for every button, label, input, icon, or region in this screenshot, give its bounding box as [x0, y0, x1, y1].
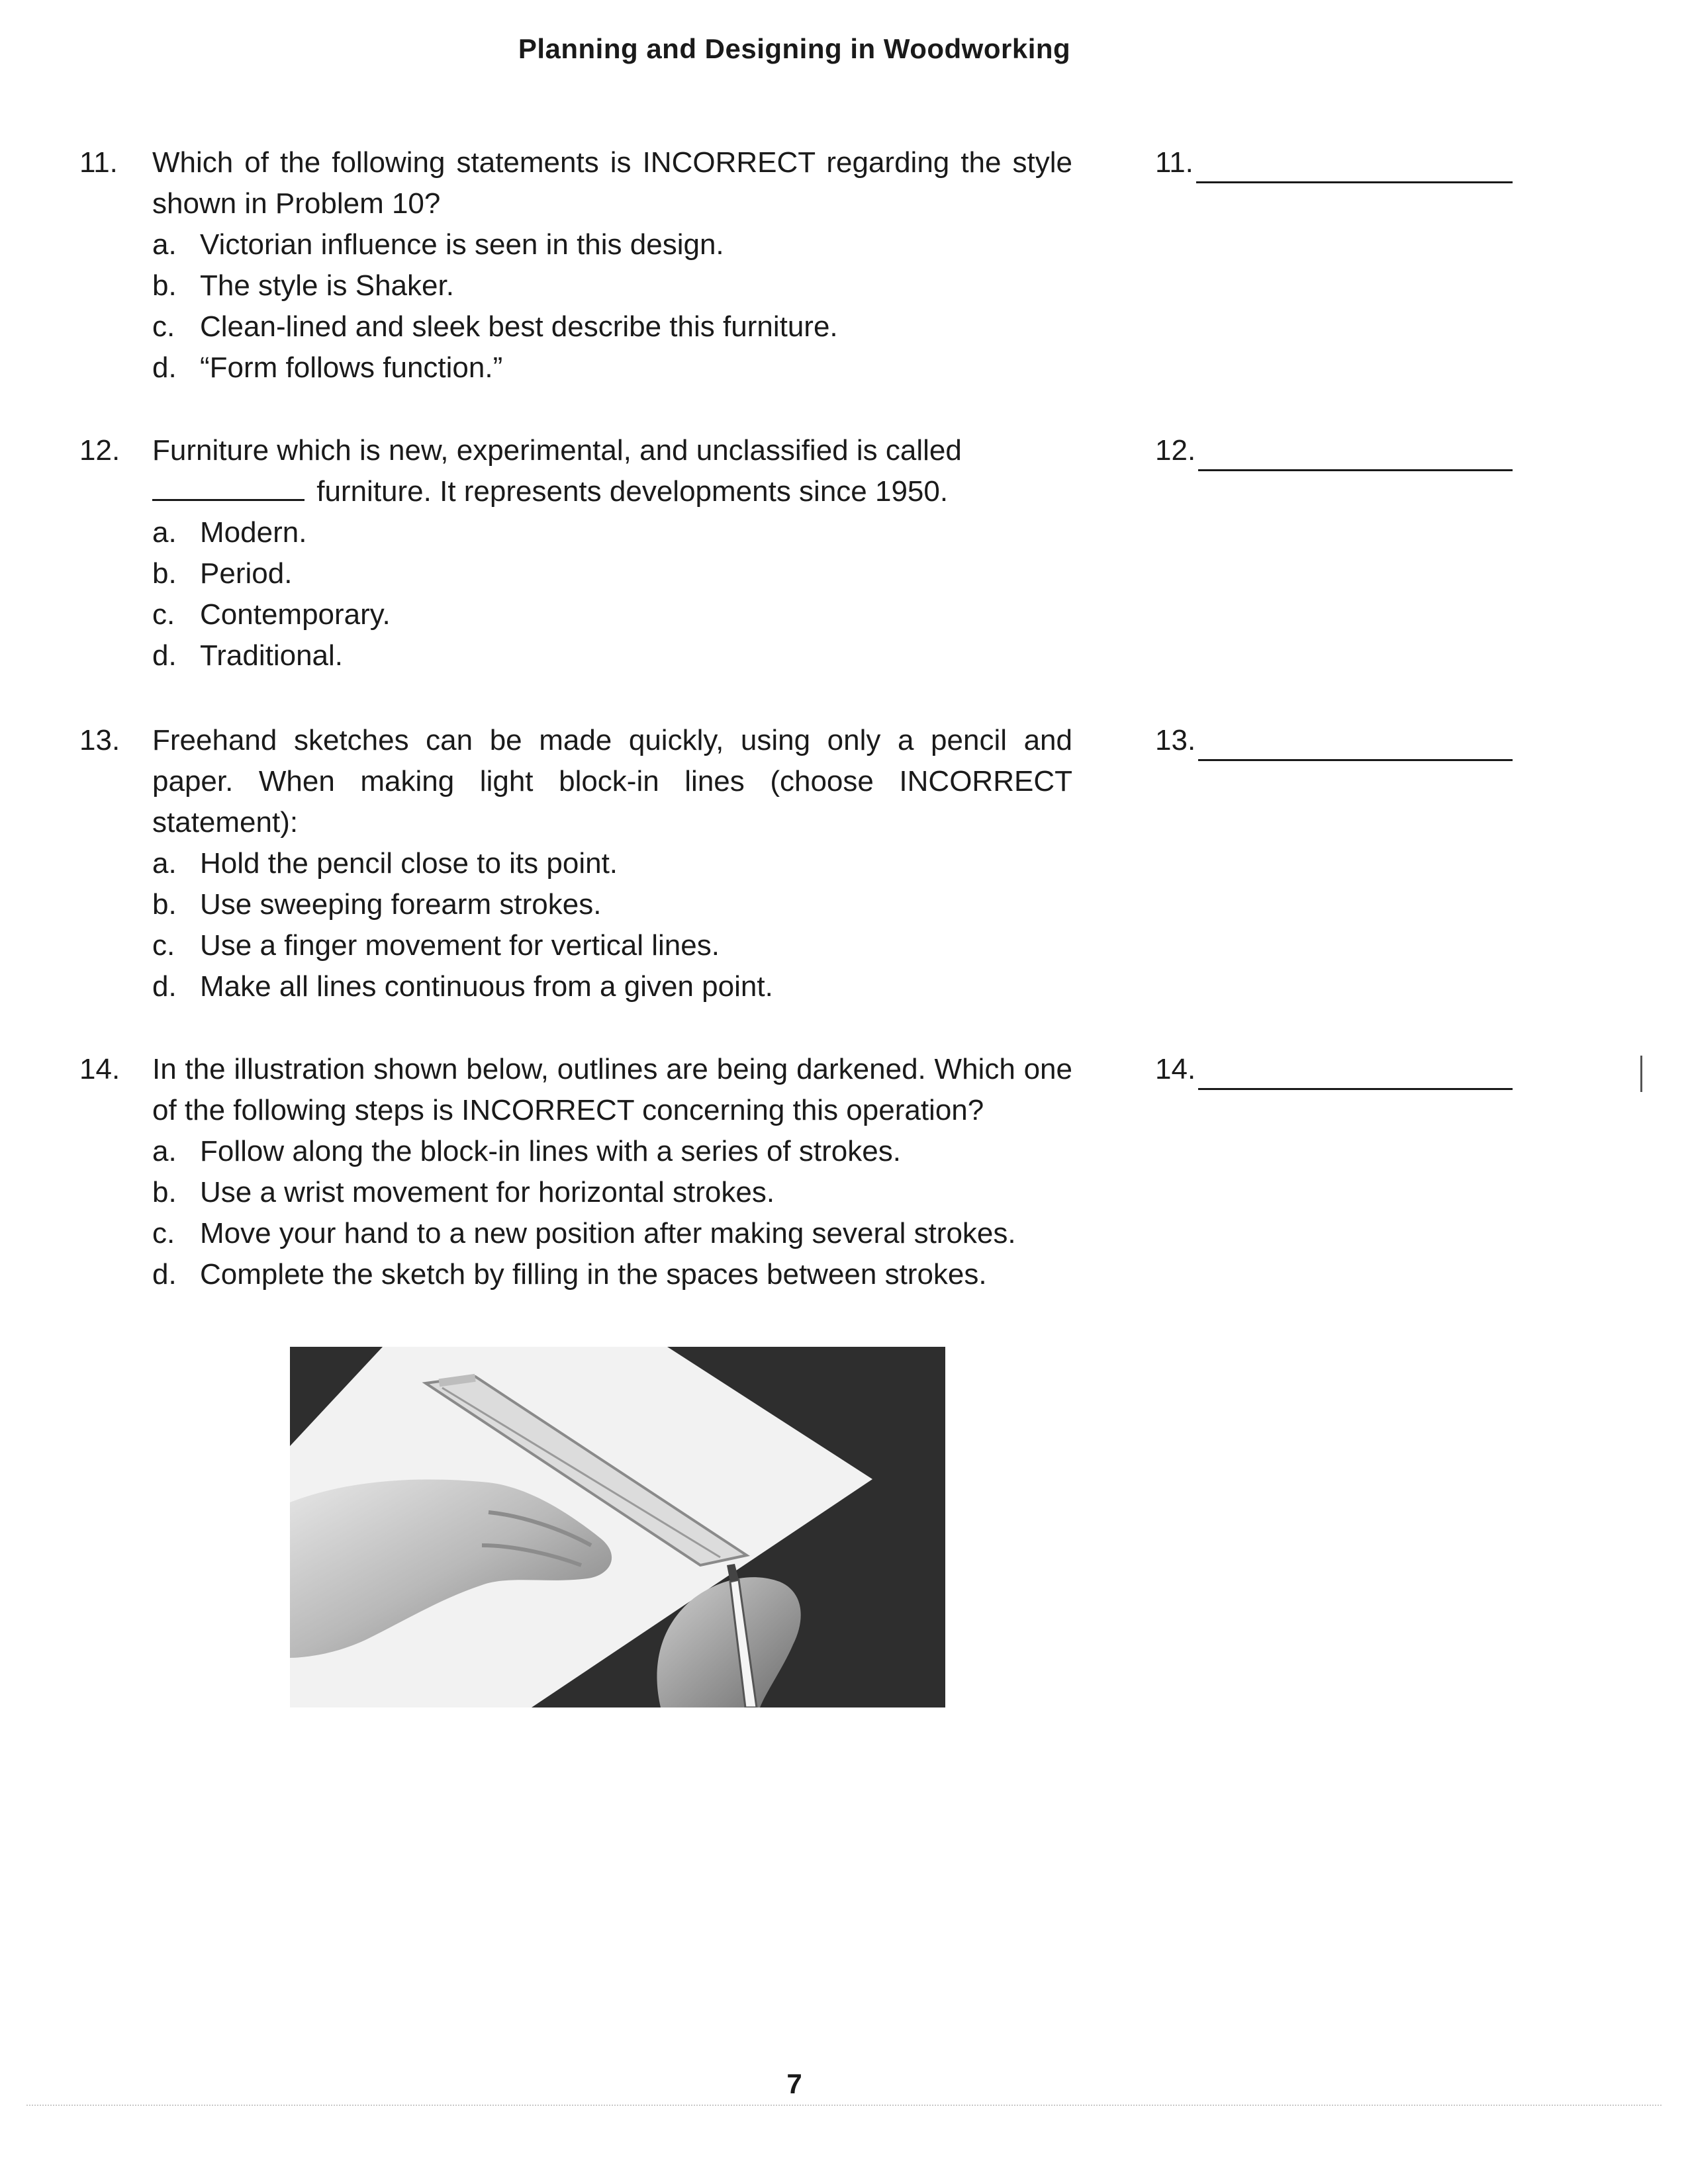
answer-blank-14[interactable]: [1155, 1049, 1513, 1090]
answer-blank-13[interactable]: [1155, 720, 1513, 761]
choice-text: Make all lines continuous from a given point.: [200, 970, 773, 1003]
choice-text: Traditional.: [200, 639, 344, 672]
answer-line[interactable]: [1198, 733, 1513, 761]
choice-d[interactable]: [152, 635, 1072, 676]
choice-a[interactable]: [152, 224, 1072, 265]
question-number: 14.: [79, 1053, 120, 1085]
choice-d[interactable]: [152, 347, 1072, 388]
choice-letter: d.: [152, 970, 177, 1003]
choice-c[interactable]: [152, 306, 1072, 347]
sketching-photo-drawing: [290, 1347, 945, 1707]
choice-list: [79, 512, 1072, 676]
question-number: 11.: [79, 146, 118, 179]
choice-text: The style is Shaker.: [200, 269, 454, 302]
choice-text: Hold the pencil close to its point.: [200, 847, 618, 880]
choice-letter: c.: [152, 929, 175, 962]
choice-letter: b.: [152, 269, 177, 302]
stem-text: furniture. It represents developments since 1950.: [316, 475, 949, 508]
page-number: 7: [786, 2068, 802, 2099]
answer-line[interactable]: [1198, 443, 1513, 471]
question-stem: Which of the following statements is INCORRECT regarding the style shown in Problem 10?: [152, 146, 1072, 220]
choice-letter: d.: [152, 351, 177, 384]
choice-letter: d.: [152, 639, 177, 672]
choice-text: Clean-lined and sleek best describe this furniture.: [200, 310, 838, 343]
choice-text: Victorian influence is seen in this design.: [200, 228, 724, 261]
choice-c[interactable]: [152, 594, 1072, 635]
choice-letter: d.: [152, 1258, 177, 1291]
choice-text: Use a wrist movement for horizontal strokes.: [200, 1176, 775, 1208]
choice-a[interactable]: [152, 1131, 1072, 1172]
choice-b[interactable]: [152, 553, 1072, 594]
choice-text: Follow along the block-in lines with a series of strokes.: [200, 1135, 901, 1167]
answer-line[interactable]: [1196, 155, 1513, 183]
question-stem: [152, 430, 1072, 512]
choice-b[interactable]: [152, 1172, 1072, 1213]
question-11: [79, 142, 1072, 388]
choice-letter: c.: [152, 1217, 175, 1250]
stem-text: Furniture which is new, experimental, and unclassified is called: [152, 434, 962, 467]
scan-margin-mark: [1640, 1056, 1642, 1092]
choice-text: Modern.: [200, 516, 307, 549]
choice-letter: c.: [152, 310, 175, 343]
answer-label: 12.: [1155, 434, 1196, 467]
choice-d[interactable]: [152, 966, 1072, 1007]
choice-list: [79, 224, 1072, 388]
question-13: [79, 720, 1072, 1007]
answer-label: 14.: [1155, 1053, 1196, 1085]
question-stem: Freehand sketches can be made quickly, using only a pencil and paper. When making light block-in lines (choose INCORRECT statement):: [152, 724, 1072, 839]
running-head: Planning and Designing in Woodworking: [518, 33, 1071, 64]
choice-a[interactable]: [152, 512, 1072, 553]
choice-a[interactable]: [152, 843, 1072, 884]
choice-c[interactable]: [152, 1213, 1072, 1254]
choice-letter: c.: [152, 598, 175, 631]
sketching-illustration: [290, 1347, 945, 1707]
answer-blank-11[interactable]: [1155, 142, 1513, 183]
question-number: 13.: [79, 724, 120, 756]
choice-list: [79, 843, 1072, 1007]
answer-label: 13.: [1155, 724, 1196, 756]
choice-letter: a.: [152, 1135, 177, 1167]
choice-d[interactable]: [152, 1254, 1072, 1295]
choice-text: Move your hand to a new position after making several strokes.: [200, 1217, 1016, 1250]
answer-blank-12[interactable]: [1155, 430, 1513, 471]
choice-text: Period.: [200, 557, 293, 590]
answer-line[interactable]: [1198, 1062, 1513, 1090]
question-14: [79, 1049, 1072, 1295]
question-12: [79, 430, 1072, 676]
fill-in-blank: [152, 473, 305, 501]
choice-letter: b.: [152, 1176, 177, 1208]
scan-artifact-line: [26, 2105, 1662, 2106]
choice-c[interactable]: [152, 925, 1072, 966]
choice-letter: a.: [152, 228, 177, 261]
choice-b[interactable]: [152, 884, 1072, 925]
choice-text: Contemporary.: [200, 598, 391, 631]
choice-letter: a.: [152, 847, 177, 880]
choice-text: Use sweeping forearm strokes.: [200, 888, 602, 921]
question-stem: In the illustration shown below, outlines are being darkened. Which one of the following steps is INCORRECT concerning this operation?: [152, 1053, 1072, 1126]
choice-text: “Form follows function.”: [200, 351, 503, 384]
answer-label: 11.: [1155, 146, 1194, 179]
question-number: 12.: [79, 434, 120, 467]
choice-letter: b.: [152, 888, 177, 921]
choice-text: Use a finger movement for vertical lines.: [200, 929, 720, 962]
choice-letter: a.: [152, 516, 177, 549]
choice-text: Complete the sketch by filling in the spaces between strokes.: [200, 1258, 987, 1291]
choice-b[interactable]: [152, 265, 1072, 306]
choice-list: [79, 1131, 1072, 1295]
choice-letter: b.: [152, 557, 177, 590]
